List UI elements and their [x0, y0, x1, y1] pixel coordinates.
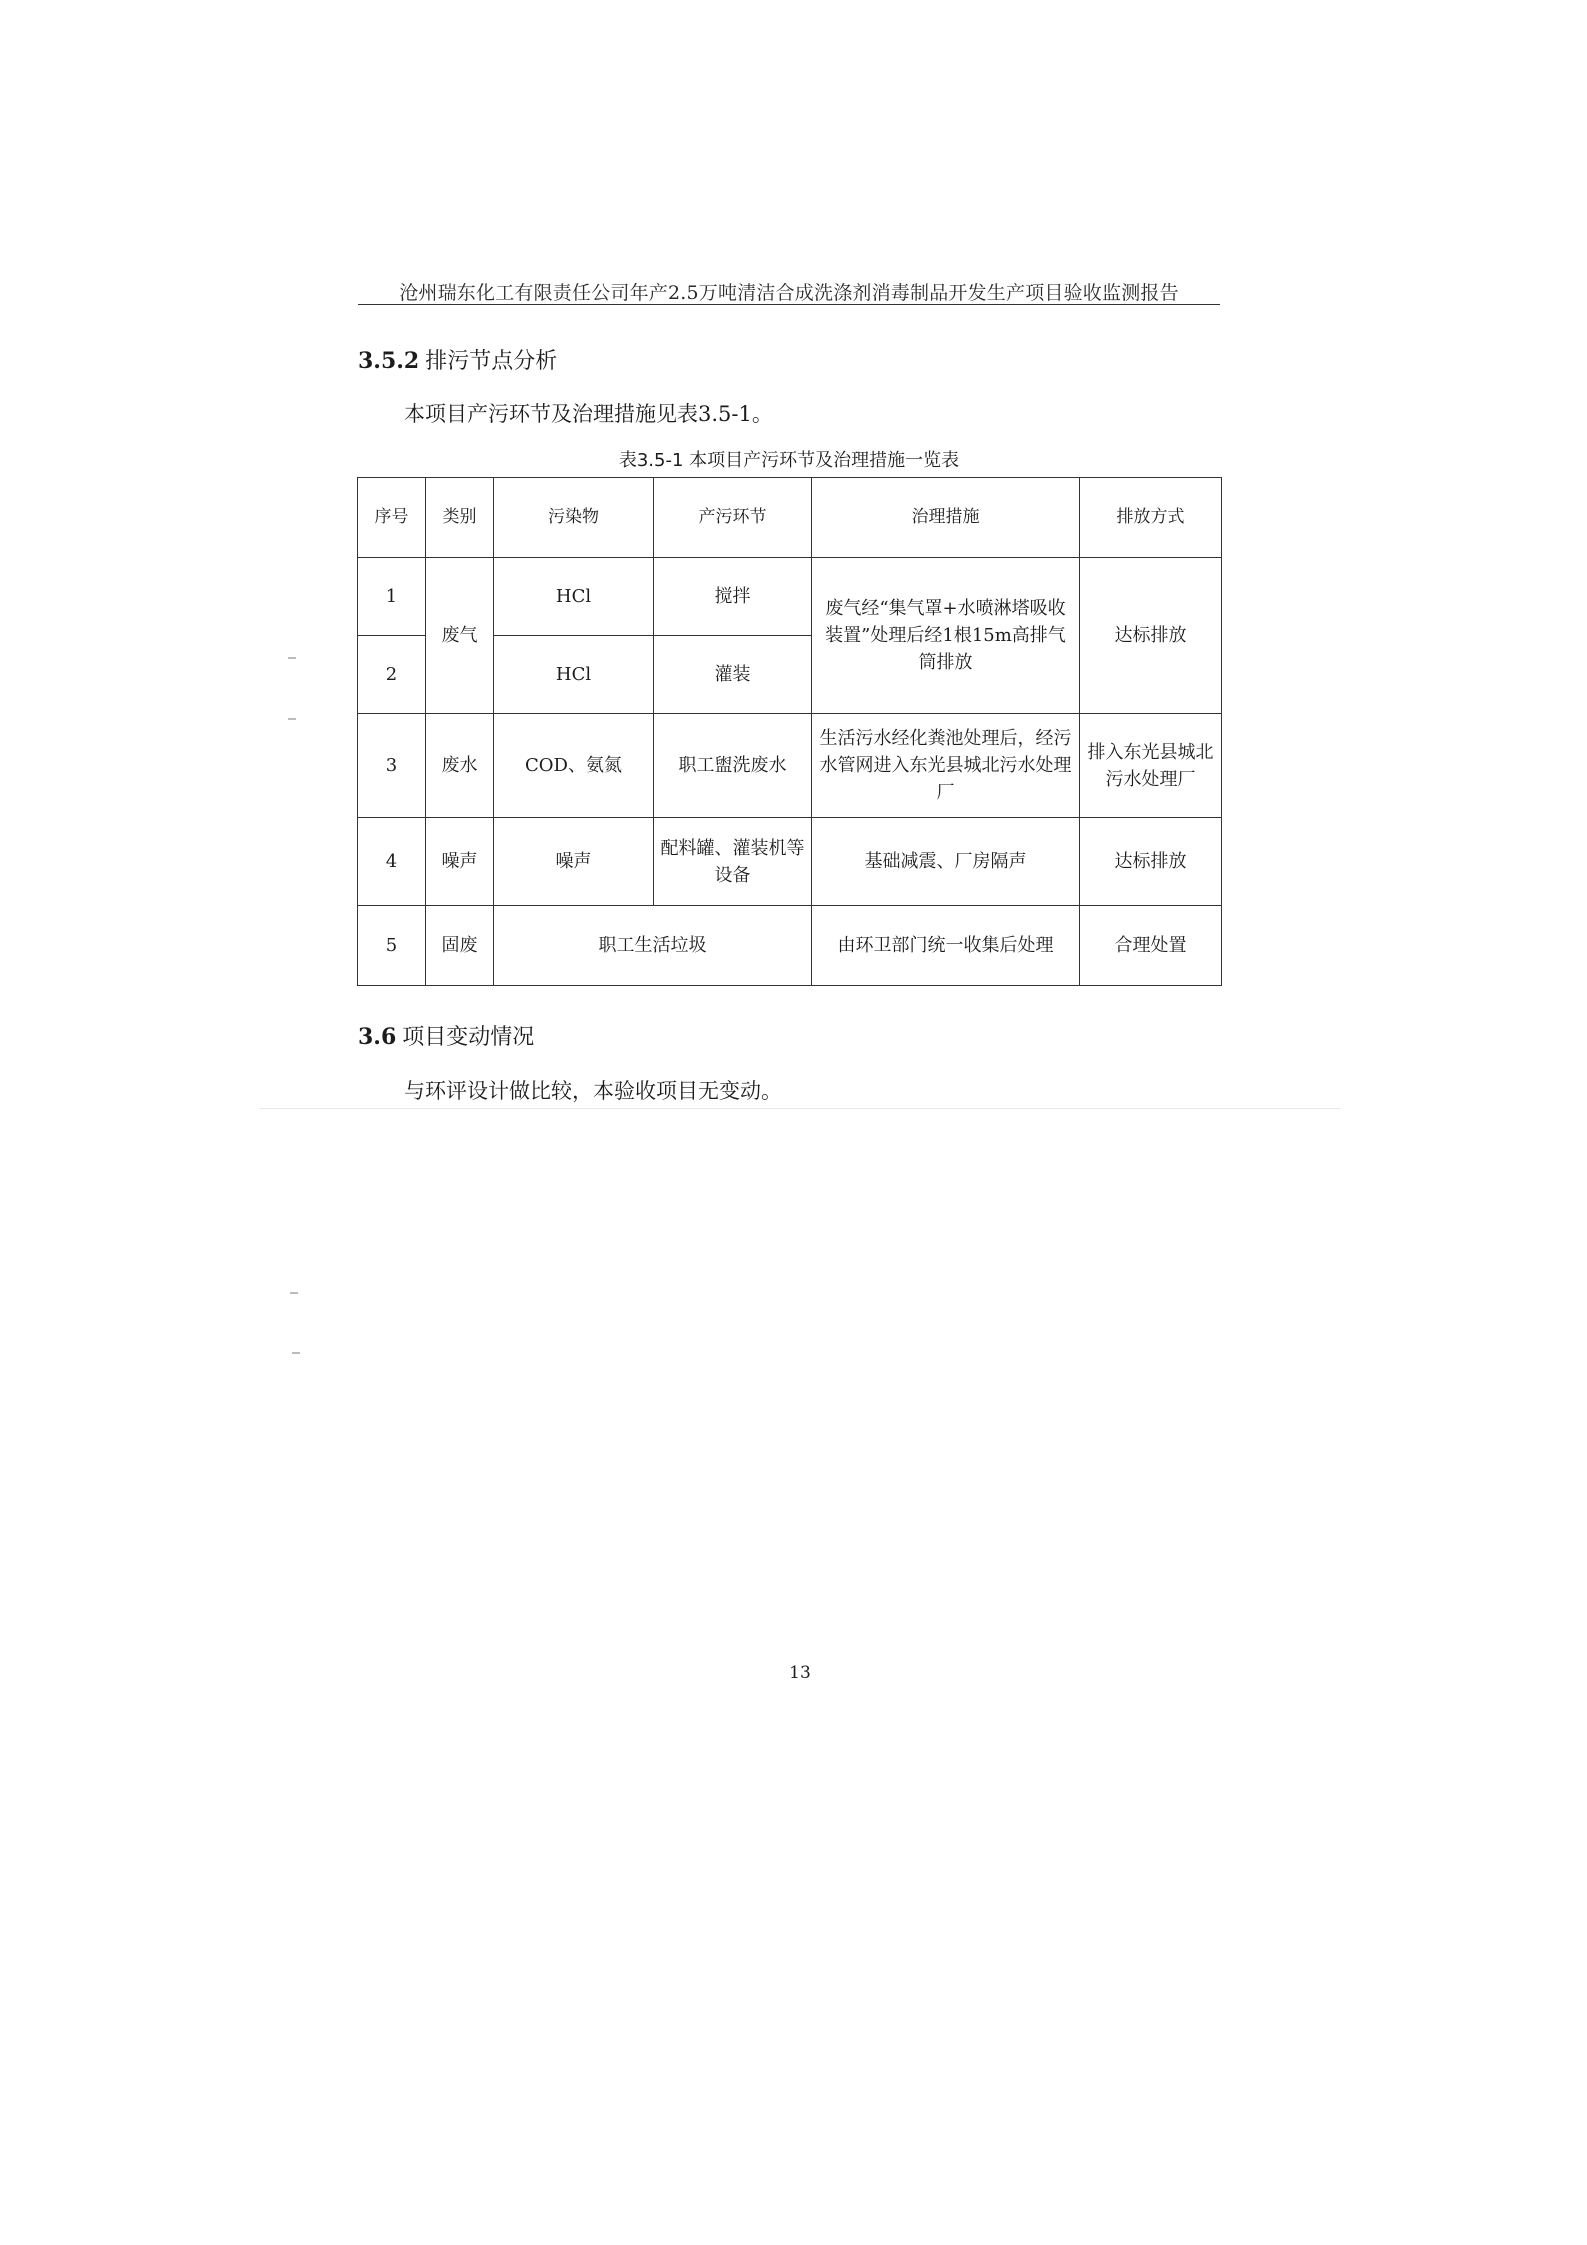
section-title: 排污节点分析: [425, 349, 558, 374]
cell-no: 3: [358, 714, 426, 818]
scan-artifact-line: [260, 1108, 1340, 1109]
section-heading-3-5-2: [358, 344, 557, 375]
header-divider: [358, 304, 1220, 305]
cell-discharge: 达标排放: [1080, 818, 1222, 906]
cell-discharge: 达标排放: [1080, 558, 1222, 714]
header-cell-measure: 治理措施: [812, 478, 1080, 558]
header-cell-pollutant: 污染物: [494, 478, 654, 558]
scan-speck: [288, 718, 296, 720]
section-title: 项目变动情况: [402, 1025, 535, 1050]
intro-paragraph: 本项目产污环节及治理措施见表3.5-1。: [404, 402, 773, 426]
cell-no: 1: [358, 558, 426, 636]
table-row: [358, 906, 1222, 986]
section-heading-3-6: [358, 1020, 534, 1051]
header-cell-discharge: 排放方式: [1080, 478, 1222, 558]
cell-stage: 配料罐、灌装机等设备: [654, 818, 812, 906]
cell-measure: 废气经“集气罩+水喷淋塔吸收装置”处理后经1根15m高排气筒排放: [812, 558, 1080, 714]
header-cell-no: 序号: [358, 478, 426, 558]
cell-no: 4: [358, 818, 426, 906]
table-caption: 表3.5-1 本项目产污环节及治理措施一览表: [618, 450, 960, 471]
page-number: 13: [789, 1663, 811, 1683]
header-cell-stage: 产污环节: [654, 478, 812, 558]
cell-category: 固废: [426, 906, 494, 986]
cell-category: 噪声: [426, 818, 494, 906]
cell-measure: 由环卫部门统一收集后处理: [812, 906, 1080, 986]
cell-discharge: 合理处置: [1080, 906, 1222, 986]
cell-pollutant-stage: 职工生活垃圾: [494, 906, 812, 986]
cell-no: 2: [358, 636, 426, 714]
report-header-title: 沧州瑞东化工有限责任公司年产2.5万吨清洁合成洗涤剂消毒制品开发生产项目验收监测报告: [399, 282, 1179, 304]
cell-no: 5: [358, 906, 426, 986]
cell-measure: 生活污水经化粪池处理后，经污水管网进入东光县城北污水处理厂: [812, 714, 1080, 818]
change-paragraph: 与环评设计做比较，本验收项目无变动。: [404, 1079, 782, 1103]
section-number: 3.5.2: [358, 348, 420, 374]
cell-category: 废气: [426, 558, 494, 714]
scan-speck: [288, 657, 296, 659]
table-row: [358, 558, 1222, 636]
cell-pollutant: HCl: [494, 558, 654, 636]
table-row: [358, 714, 1222, 818]
cell-pollutant: 噪声: [494, 818, 654, 906]
section-number: 3.6: [358, 1024, 397, 1050]
cell-discharge: 排入东光县城北污水处理厂: [1080, 714, 1222, 818]
cell-measure: 基础减震、厂房隔声: [812, 818, 1080, 906]
cell-stage: 职工盥洗废水: [654, 714, 812, 818]
cell-stage: 搅拌: [654, 558, 812, 636]
header-cell-category: 类别: [426, 478, 494, 558]
scan-speck: [292, 1352, 300, 1354]
scan-speck: [290, 1292, 298, 1294]
cell-pollutant: HCl: [494, 636, 654, 714]
cell-category: 废水: [426, 714, 494, 818]
table-header-row: [358, 478, 1222, 558]
cell-pollutant: COD、氨氮: [494, 714, 654, 818]
pollution-measures-table: [357, 477, 1222, 986]
cell-stage: 灌装: [654, 636, 812, 714]
table-row: [358, 818, 1222, 906]
